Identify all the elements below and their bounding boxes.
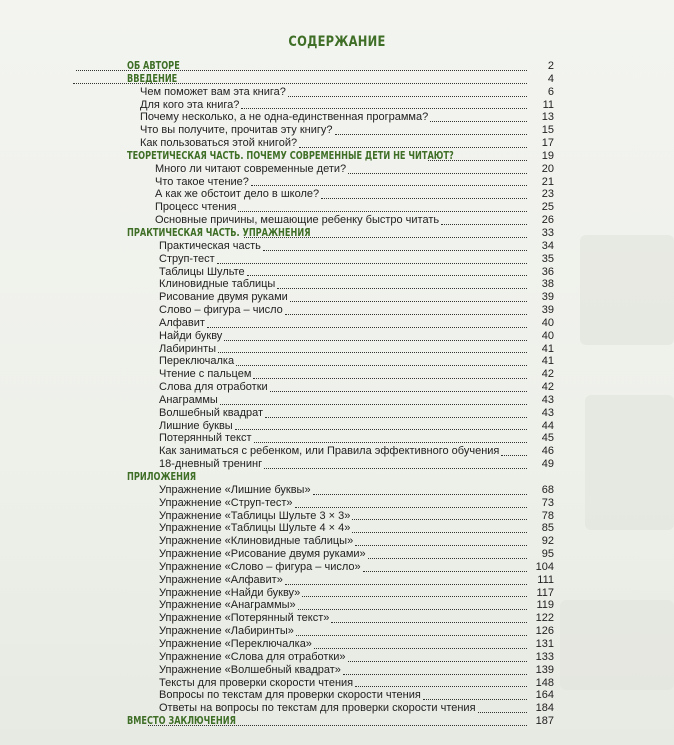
toc-entry xyxy=(0,574,674,587)
toc-entry xyxy=(0,432,674,445)
entry-title: Как заниматься с ребенком, или Правила эффективного обучения xyxy=(159,445,500,458)
toc-entry xyxy=(0,625,674,638)
page-number: 39 xyxy=(541,304,554,317)
page-number: 133 xyxy=(535,650,554,663)
entry-title: 18-дневный тренинг xyxy=(159,458,263,471)
dot-leader xyxy=(277,287,527,289)
dot-leader xyxy=(288,95,527,97)
entry-title: Чем поможет вам эта книга? xyxy=(140,85,286,98)
toc-entry xyxy=(0,548,674,561)
entry-title: Упражнение «Струп-тест» xyxy=(159,496,293,509)
toc-entry xyxy=(0,137,674,150)
entry-title: Практическая часть xyxy=(159,239,261,252)
dot-leader xyxy=(236,364,527,366)
toc-entry xyxy=(0,689,674,702)
page-number: 164 xyxy=(535,689,554,702)
page-number: 187 xyxy=(535,715,554,728)
entry-title: Упражнение «Волшебный квадрат» xyxy=(159,663,341,676)
page-number: 23 xyxy=(541,188,554,201)
entry-title: Потерянный текст xyxy=(159,432,252,445)
toc-entry xyxy=(0,201,674,214)
toc-entry xyxy=(0,291,674,304)
dot-leader xyxy=(238,210,527,212)
page-number: 44 xyxy=(541,419,554,432)
dot-leader xyxy=(218,351,527,353)
toc-entry xyxy=(0,420,674,433)
page-number: 92 xyxy=(541,535,554,548)
toc-entry xyxy=(0,111,674,124)
entry-title: А как же обстоит дело в школе? xyxy=(155,188,320,201)
page-number: 78 xyxy=(541,509,554,522)
dot-leader xyxy=(270,390,527,392)
dot-leader xyxy=(285,583,527,585)
toc-entry xyxy=(0,317,674,330)
dot-leader xyxy=(331,621,527,623)
page-number: 36 xyxy=(541,265,554,278)
entry-title: Упражнение «Лабиринты» xyxy=(159,625,294,638)
toc-entry xyxy=(0,355,674,368)
section-title: ТЕОРЕТИЧЕСКАЯ ЧАСТЬ. ПОЧЕМУ СОВРЕМЕННЫЕ ДЕТИ НЕ ЧИТАЮТ? xyxy=(127,149,454,162)
dot-leader xyxy=(285,313,527,315)
page-number: 184 xyxy=(535,702,554,715)
entry-title: Для кого эта книга? xyxy=(140,98,240,111)
page-number: 13 xyxy=(541,111,554,124)
entry-title: Упражнение «Лишние буквы» xyxy=(159,483,311,496)
entry-title: Алфавит xyxy=(159,316,205,329)
dot-leader xyxy=(501,454,527,456)
toc-entry xyxy=(0,458,674,471)
page-number: 104 xyxy=(535,560,554,573)
page-number: 148 xyxy=(535,676,554,689)
dot-leader xyxy=(220,403,527,405)
dot-leader xyxy=(314,647,527,649)
toc-section xyxy=(0,60,674,73)
table-of-contents xyxy=(0,60,674,728)
entry-title: Клиновидные таблицы xyxy=(159,278,276,291)
section-title: ПРАКТИЧЕСКАЯ ЧАСТЬ. УПРАЖНЕНИЯ xyxy=(127,226,311,239)
dot-leader xyxy=(430,120,527,122)
toc-entry xyxy=(0,677,674,690)
section-title: ВМЕСТО ЗАКЛЮЧЕНИЯ xyxy=(127,715,236,728)
section-title: ПРИЛОЖЕНИЯ xyxy=(127,471,197,483)
toc-entry xyxy=(0,561,674,574)
toc-entry xyxy=(0,599,674,612)
page-number: 11 xyxy=(542,98,554,111)
dot-leader xyxy=(313,493,527,495)
page-number: 6 xyxy=(547,85,554,98)
toc-section xyxy=(0,227,674,240)
page-number: 34 xyxy=(541,239,554,252)
entry-title: Найди букву xyxy=(159,329,223,342)
toc-entry xyxy=(0,266,674,279)
page-number: 139 xyxy=(535,663,554,676)
entry-title: Что вы получите, прочитав эту книгу? xyxy=(140,124,333,137)
section-title: ОБ АВТОРЕ xyxy=(127,60,180,72)
toc-entry xyxy=(0,497,674,510)
page-number: 119 xyxy=(536,599,554,612)
dot-leader xyxy=(73,82,527,84)
entry-title: Слова для отработки xyxy=(159,381,268,394)
entry-title: Упражнение «Потерянный текст» xyxy=(159,612,330,625)
page-number: 35 xyxy=(541,252,554,265)
dot-leader xyxy=(302,595,527,597)
page-number: 41 xyxy=(541,355,554,368)
entry-title: Анаграммы xyxy=(159,393,218,406)
dot-leader xyxy=(217,262,527,264)
toc-entry xyxy=(0,522,674,535)
entry-title: Процесс чтения xyxy=(155,201,237,214)
dot-leader xyxy=(363,570,527,572)
entry-title: Вопросы по текстам для проверки скорости чтения xyxy=(159,689,421,702)
toc-entry xyxy=(0,368,674,381)
page-number: 40 xyxy=(541,316,554,329)
page-number: 2 xyxy=(547,60,554,72)
page-number: 4 xyxy=(547,72,554,85)
toc-section xyxy=(0,150,674,163)
dot-leader xyxy=(423,698,527,700)
page-number: 40 xyxy=(541,329,554,342)
page-number: 73 xyxy=(541,496,554,509)
entry-title: Что такое чтение? xyxy=(155,175,249,188)
toc-entry xyxy=(0,86,674,99)
entry-title: Рисование двумя руками xyxy=(159,291,288,304)
entry-title: Лабиринты xyxy=(159,342,217,355)
entry-title: Упражнение «Таблицы Шульте 3 × 3» xyxy=(159,509,351,522)
toc-entry xyxy=(0,702,674,715)
toc-section xyxy=(0,471,674,484)
page-number: 117 xyxy=(536,586,554,599)
page-number: 41 xyxy=(541,342,554,355)
toc-entry xyxy=(0,510,674,523)
dot-leader xyxy=(441,223,527,225)
dot-leader xyxy=(247,274,527,276)
page-title: СОДЕРЖАНИЕ xyxy=(288,34,386,50)
dot-leader xyxy=(355,544,527,546)
toc-entry xyxy=(0,304,674,317)
dot-leader xyxy=(343,673,527,675)
dot-leader xyxy=(251,184,527,186)
dot-leader xyxy=(299,146,527,148)
page-number: 131 xyxy=(535,637,554,650)
toc-entry xyxy=(0,445,674,458)
dot-leader xyxy=(76,69,527,71)
dot-leader xyxy=(295,506,527,508)
dot-leader xyxy=(348,172,527,174)
toc-entry xyxy=(0,651,674,664)
page-number: 25 xyxy=(541,201,554,214)
toc-entry xyxy=(0,407,674,420)
page-number: 45 xyxy=(541,432,554,445)
entry-title: Слово – фигура – число xyxy=(159,304,283,317)
entry-title: Упражнение «Таблицы Шульте 4 × 4» xyxy=(159,522,351,535)
dot-leader xyxy=(335,133,527,135)
toc-entry xyxy=(0,330,674,343)
dot-leader xyxy=(263,249,527,251)
page-number: 33 xyxy=(541,226,554,239)
dot-leader xyxy=(148,724,527,726)
dot-leader xyxy=(352,518,527,520)
toc-section xyxy=(0,715,674,728)
toc-entry xyxy=(0,343,674,356)
toc-entry xyxy=(0,124,674,137)
dot-leader xyxy=(241,107,527,109)
toc-entry xyxy=(0,381,674,394)
dot-leader xyxy=(224,339,527,341)
dot-leader xyxy=(355,685,527,687)
dot-leader xyxy=(298,608,527,610)
page-number: 20 xyxy=(541,162,554,175)
toc-entry xyxy=(0,240,674,253)
entry-title: Почему несколько, а не одна-единственная программа? xyxy=(140,111,429,124)
page-number: 46 xyxy=(541,445,554,458)
page-number: 49 xyxy=(541,458,554,471)
page-number: 21 xyxy=(541,175,554,188)
dot-leader xyxy=(254,441,527,443)
page-number: 68 xyxy=(541,483,554,496)
dot-leader xyxy=(296,634,527,636)
dot-leader xyxy=(244,236,527,238)
page-number: 17 xyxy=(541,137,554,150)
toc-entry xyxy=(0,99,674,112)
entry-title: Упражнение «Слово – фигура – число» xyxy=(159,560,361,573)
section-title: ВВЕДЕНИЕ xyxy=(127,72,178,85)
toc-entry xyxy=(0,394,674,407)
page-number: 42 xyxy=(541,381,554,394)
dot-leader xyxy=(253,377,527,379)
entry-title: Волшебный квадрат xyxy=(159,406,264,419)
entry-title: Упражнение «Клиновидные таблицы» xyxy=(159,535,354,548)
page-number: 122 xyxy=(535,612,554,625)
entry-title: Упражнение «Анаграммы» xyxy=(159,599,296,612)
page-number: 111 xyxy=(537,573,554,586)
toc-section xyxy=(0,73,674,86)
entry-title: Основные причины, мешающие ребенку быстро читать xyxy=(155,214,440,227)
dot-leader xyxy=(265,416,527,418)
entry-title: Упражнение «Найди букву» xyxy=(159,586,301,599)
page-number: 95 xyxy=(541,548,554,561)
entry-title: Струп-тест xyxy=(159,252,215,265)
page-number: 15 xyxy=(541,124,554,137)
dot-leader xyxy=(264,467,527,469)
toc-entry xyxy=(0,612,674,625)
dot-leader xyxy=(428,159,527,161)
dot-leader xyxy=(478,711,527,713)
entry-title: Упражнение «Алфавит» xyxy=(159,573,283,586)
page-number: 43 xyxy=(541,393,554,406)
entry-title: Таблицы Шульте xyxy=(159,265,245,278)
toc-entry xyxy=(0,163,674,176)
dot-leader xyxy=(368,557,527,559)
page-number: 19 xyxy=(541,149,554,162)
page-number: 85 xyxy=(541,522,554,535)
page-number: 43 xyxy=(541,406,554,419)
toc-entry xyxy=(0,188,674,201)
entry-title: Упражнение «Рисование двумя руками» xyxy=(159,548,366,561)
entry-title: Упражнение «Переключалка» xyxy=(159,637,312,650)
entry-title: Ответы на вопросы по текстам для проверки скорости чтения xyxy=(159,702,476,715)
toc-entry xyxy=(0,664,674,677)
entry-title: Как пользоваться этой книгой? xyxy=(140,137,298,150)
toc-entry xyxy=(0,278,674,291)
page-number: 26 xyxy=(541,214,554,227)
dot-leader xyxy=(348,660,527,662)
dot-leader xyxy=(321,197,527,199)
entry-title: Лишние буквы xyxy=(159,419,233,432)
entry-title: Много ли читают современные дети? xyxy=(155,162,347,175)
dot-leader xyxy=(290,300,527,302)
dot-leader xyxy=(207,326,527,328)
entry-title: Тексты для проверки скорости чтения xyxy=(159,676,354,689)
entry-title: Чтение с пальцем xyxy=(159,368,252,381)
toc-entry xyxy=(0,484,674,497)
entry-title: Переключалка xyxy=(159,355,235,368)
dot-leader xyxy=(235,428,527,430)
dot-leader xyxy=(352,531,527,533)
toc-entry xyxy=(0,214,674,227)
page-number: 126 xyxy=(535,625,554,638)
toc-entry xyxy=(0,587,674,600)
toc-entry xyxy=(0,176,674,189)
page-number: 39 xyxy=(541,291,554,304)
page-number: 42 xyxy=(541,368,554,381)
toc-entry xyxy=(0,638,674,651)
page-number: 38 xyxy=(541,278,554,291)
toc-entry xyxy=(0,253,674,266)
toc-entry xyxy=(0,535,674,548)
entry-title: Упражнение «Слова для отработки» xyxy=(159,650,346,663)
